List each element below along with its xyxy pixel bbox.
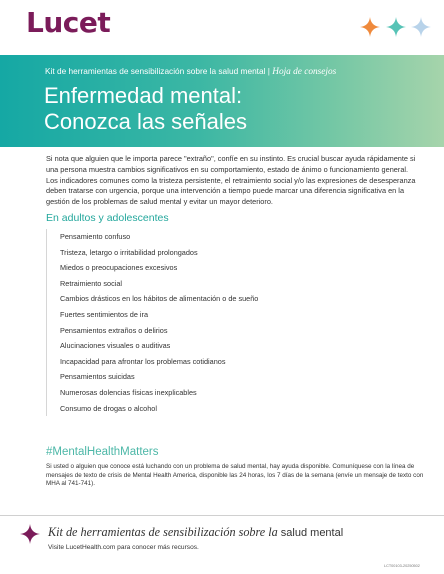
- page-title-line-1: Enfermedad mental:: [44, 83, 243, 108]
- intro-paragraph: Si nota que alguien que le importa parece "extraño", confíe en su instinto. Es crucial buscar ayuda rápidamente si una persona muestra cambios significativos en su comportamiento, estado de ánimo o funcionamiento general. Los indicadores comunes como la tristeza persistente, el retraimiento social y/o las expresiones de desesperanza deben tratarse con urgencia, porque una intervención a tiempo puede marcar una diferencia significativa en la gestión de los problemas de salud mental y evitar un mayor deterioro.: [46, 154, 416, 207]
- footer-kit-title: [48, 525, 343, 540]
- footer-visit-link: Visite LucetHealth.com para conocer más recursos.: [48, 544, 199, 551]
- footer-kit-italic: Kit de herramientas de sensibilización sobre la: [48, 525, 278, 539]
- lucet-logo: Lucet: [26, 6, 111, 39]
- brand-stars-icon: [360, 16, 432, 38]
- orange-star-icon: [360, 17, 380, 37]
- footer-divider: [0, 515, 444, 516]
- document-code: LCT00103-20250502: [384, 564, 420, 568]
- list-item: Consumo de drogas o alcohol: [46, 401, 286, 417]
- blue-star-icon: [411, 17, 431, 37]
- signs-list: [46, 229, 286, 416]
- tip-sheet-tag: Hoja de consejos: [272, 67, 337, 77]
- kit-line: Kit de herramientas de sensibilización sobre la salud mental |: [45, 66, 270, 76]
- title-banner: [0, 55, 444, 147]
- list-item: Alucinaciones visuales o auditivas: [46, 338, 286, 354]
- page-title-line-2: Conozca las señales: [44, 109, 248, 134]
- list-item: Tristeza, letargo o irritabilidad prolongados: [46, 245, 286, 261]
- teal-star-icon: [386, 17, 406, 37]
- list-item: Incapacidad para afrontar los problemas cotidianos: [46, 354, 286, 370]
- list-item: Fuertes sentimientos de ira: [46, 307, 286, 323]
- list-item: Numerosas dolencias físicas inexplicables: [46, 385, 286, 401]
- help-text: Si usted o alguien que conoce está luchando con un problema de salud mental, hay ayuda disponible. Comuníquese con la línea de mensajes de texto de crisis de Mental Health America, disponible las 24 horas, los 7 días de la semana (envíe un mensaje de texto con MHA al 741-741).: [46, 463, 424, 488]
- header: [0, 0, 444, 52]
- kit-subtitle: [45, 66, 336, 77]
- section-heading: En adultos y adolescentes: [46, 212, 169, 224]
- list-item: Retraimiento social: [46, 276, 286, 292]
- list-item: Cambios drásticos en los hábitos de alimentación o de sueño: [46, 291, 286, 307]
- footer-kit-plain: salud mental: [280, 527, 344, 539]
- list-item: Pensamiento confuso: [46, 229, 286, 245]
- list-item: Pensamientos extraños o delirios: [46, 323, 286, 339]
- hashtag: #MentalHealthMatters: [46, 446, 159, 458]
- list-item: Pensamientos suicidas: [46, 369, 286, 385]
- list-item: Miedos o preocupaciones excesivos: [46, 260, 286, 276]
- footer-star-icon: [20, 524, 40, 544]
